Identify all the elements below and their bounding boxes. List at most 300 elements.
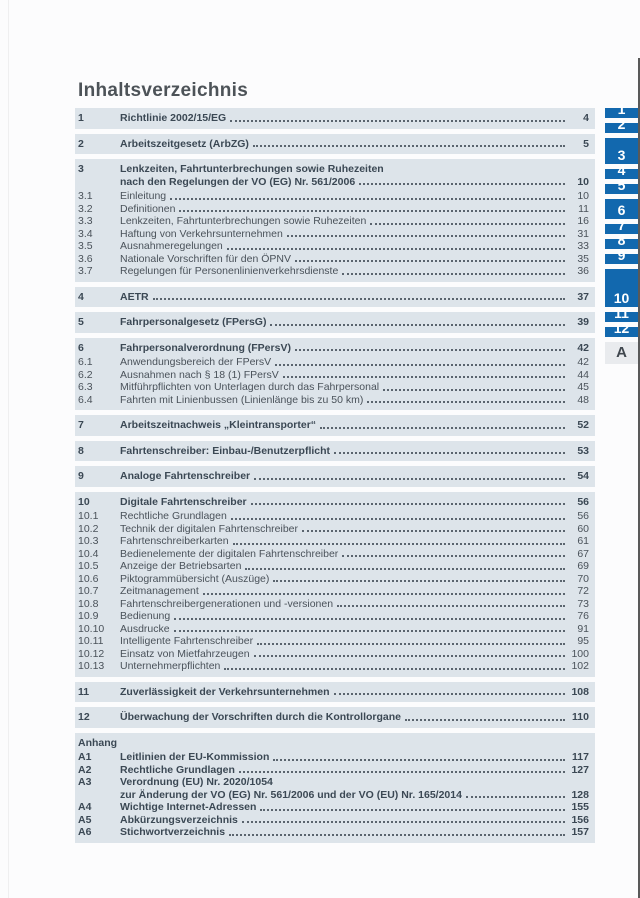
toc-entry-line [120, 316, 589, 329]
toc-entry-number: 10.13 [78, 660, 105, 672]
toc-entry-pagenumber: 37 [577, 290, 589, 303]
toc-entry-text: Rechtliche Grundlagen [120, 510, 227, 522]
dotted-leader [283, 376, 565, 378]
toc-entry-lines [120, 610, 589, 623]
chapter-tab-A [605, 342, 638, 364]
dotted-leader [170, 198, 565, 200]
dotted-leader [334, 693, 565, 695]
toc-entry-number: 6.3 [78, 381, 93, 393]
toc-entry-text: Nationale Vorschriften für den ÖPNV [120, 252, 292, 265]
toc-entry-line [120, 711, 589, 724]
toc-entry-text: Arbeitszeitgesetz (ArbZG) [120, 137, 249, 150]
toc-group-12 [75, 707, 595, 728]
toc-entry-pagenumber: 42 [577, 356, 589, 368]
toc-entry-text: Ausnahmen nach § 18 (1) FPersV [120, 368, 279, 381]
dotted-leader [229, 834, 565, 836]
dotted-leader [227, 248, 565, 250]
toc-entry-text: Haftung von Verkehrsunternehmen [120, 227, 283, 240]
toc-entry-6 [78, 342, 589, 355]
toc-entry-pagenumber: 95 [577, 635, 589, 647]
toc-entry-pagenumber: 67 [577, 547, 589, 560]
toc-entry-10.6 [78, 573, 589, 586]
toc-entry-line [120, 535, 589, 548]
dotted-leader [270, 324, 565, 326]
toc-entry-number: 12 [78, 711, 90, 723]
toc-entry-3.1 [78, 190, 589, 203]
toc-entry-number: 1 [78, 112, 84, 124]
chapter-tab-label: A [616, 344, 627, 361]
toc-entry-10.5 [78, 560, 589, 573]
dotted-leader [174, 630, 565, 632]
toc-entry-pagenumber: 54 [577, 470, 589, 482]
chapter-tab-label: 6 [617, 202, 626, 218]
dotted-leader [302, 530, 565, 532]
toc-entry-line [120, 291, 589, 304]
dotted-leader [359, 183, 565, 185]
toc-entry-line [120, 356, 589, 369]
chapter-tab-label: 11 [614, 305, 629, 321]
toc-entry-line [120, 369, 589, 382]
toc-entry-number: 3.6 [78, 252, 93, 265]
toc-entry-number: 2 [78, 137, 84, 150]
chapter-tab-label: 5 [617, 177, 626, 193]
toc-entry-pagenumber: 127 [571, 763, 589, 776]
toc-entry-pagenumber: 4 [583, 112, 589, 124]
toc-entry-text: Richtlinie 2002/15/EG [120, 112, 227, 124]
toc-entry-9 [78, 470, 589, 483]
toc-entry-8 [78, 445, 589, 458]
toc-entry-text: Definitionen [120, 202, 176, 215]
toc-entry-line [120, 814, 589, 827]
toc-entry-pagenumber: 128 [571, 788, 589, 801]
toc-entry-line [120, 751, 589, 764]
toc-entry-lines [120, 814, 589, 827]
toc-entry-10.12 [78, 648, 589, 661]
dotted-leader [405, 719, 565, 721]
dotted-leader [342, 273, 565, 275]
toc-entry-text: AETR [120, 290, 149, 303]
chapter-tab-6 [605, 199, 638, 219]
toc-entry-lines [120, 496, 589, 509]
toc-entry-line [120, 240, 589, 253]
toc-entry-line [120, 560, 589, 573]
toc-entry-lines [120, 369, 589, 382]
toc-entry-number: 10.3 [78, 535, 99, 547]
toc-entry-lines [120, 801, 589, 814]
toc-entry-line [120, 548, 589, 561]
toc-entry-10.11 [78, 635, 589, 648]
toc-entry-number: Anhang [78, 736, 118, 749]
toc-entry-number: 3.1 [78, 190, 93, 202]
toc-entry-line [120, 176, 589, 189]
toc-entry-10.13 [78, 660, 589, 673]
dotted-leader [295, 349, 565, 351]
toc-entry-A2 [78, 764, 589, 777]
toc-entry-line [120, 496, 589, 509]
toc-entry-lines [120, 764, 589, 777]
toc-entry-number: 10.1 [78, 510, 99, 522]
toc-entry-number: 10.8 [78, 597, 99, 610]
toc-entry-6.3 [78, 381, 589, 394]
toc-entry-number: 10 [78, 495, 90, 508]
toc-entry-number: 11 [78, 685, 90, 698]
toc-group-1 [75, 108, 595, 129]
toc-entry-text: Lenkzeiten, Fahrtunterbrechungen sowie Ruhezeiten [120, 215, 367, 227]
toc-entry-line [120, 228, 589, 241]
toc-entry-pagenumber: 61 [577, 535, 589, 547]
toc-entry-number: 3 [78, 163, 84, 175]
toc-entry-line [120, 394, 589, 407]
toc-group-8 [75, 441, 595, 462]
toc-entry-line [120, 445, 589, 458]
toc-entry-line [120, 585, 589, 598]
toc-entry-number: 6 [78, 341, 84, 354]
dotted-leader [254, 478, 565, 480]
toc-entry-text: zur Änderung der VO (EG) Nr. 561/2006 und der VO (EU) Nr. 165/2014 [120, 788, 462, 801]
toc-entry-lines [120, 523, 589, 536]
dotted-leader [273, 759, 565, 761]
toc-entry-A3 [78, 776, 589, 801]
dotted-leader [342, 555, 565, 557]
toc-entry-lines [120, 598, 589, 611]
toc-entry-pagenumber: 70 [577, 572, 589, 585]
toc-entry-1 [78, 112, 589, 125]
toc-entry-lines [120, 776, 589, 801]
toc-entry-text: Anwendungsbereich der FPersV [120, 356, 272, 368]
dotted-leader [383, 389, 565, 391]
toc-entry-10.9 [78, 610, 589, 623]
toc-entry-6.1 [78, 356, 589, 369]
toc-entry-line [120, 635, 589, 648]
toc-entry-lines [120, 826, 589, 839]
toc-entry-pagenumber: 42 [577, 341, 589, 354]
toc-entry-text: Bedienung [120, 610, 171, 622]
chapter-tab-2 [605, 116, 638, 133]
chapter-tab-label: 3 [617, 147, 626, 163]
dotted-leader [203, 593, 565, 595]
toc-entry-10 [78, 496, 589, 509]
dotted-leader [320, 427, 565, 429]
toc-entry-pagenumber: 52 [577, 419, 589, 431]
toc-entry-A5 [78, 814, 589, 827]
toc-entry-lines [120, 573, 589, 586]
toc-entry-line [120, 573, 589, 586]
toc-entry-6.2 [78, 369, 589, 382]
toc-entry-text: Technik der digitalen Fahrtenschreiber [120, 522, 299, 535]
toc-entry-pagenumber: 39 [577, 316, 589, 328]
toc-entry-pagenumber: 72 [577, 585, 589, 597]
toc-entry-lines [120, 648, 589, 661]
dotted-leader [224, 668, 565, 670]
toc-entry-10.2 [78, 523, 589, 536]
toc-group-2 [75, 134, 595, 155]
toc-entry-10.8 [78, 598, 589, 611]
dotted-leader [254, 655, 565, 657]
toc-entry-pagenumber: 69 [577, 560, 589, 572]
toc-entry-pagenumber: 35 [577, 252, 589, 265]
toc-entry-number: 10.6 [78, 572, 99, 585]
toc-entry-A4 [78, 801, 589, 814]
toc-entry-pagenumber: 100 [571, 647, 589, 660]
toc-group-10 [75, 492, 595, 677]
toc-entry-number: 10.7 [78, 585, 99, 597]
toc-group-11 [75, 682, 595, 703]
toc-entry-3.3 [78, 215, 589, 228]
toc-entry-number: 5 [78, 316, 84, 328]
toc-entry-lines [120, 419, 589, 432]
toc-group-5 [75, 312, 595, 333]
toc-entry-number: 7 [78, 419, 84, 431]
dotted-leader [337, 605, 565, 607]
toc-entry-lines [120, 585, 589, 598]
toc-entry-line [120, 381, 589, 394]
toc-entry-text: Ausdrucke [120, 622, 170, 635]
toc-entry-lines [120, 316, 589, 329]
toc-entry-text: Fahrtenschreibergenerationen und -versionen [120, 597, 334, 610]
chapter-tab-5 [605, 177, 638, 194]
toc-entry-12 [78, 711, 589, 724]
toc-entry-text: Rechtliche Grundlagen [120, 763, 235, 776]
page-title: Inhaltsverzeichnis [78, 80, 249, 101]
toc-entry-text: Fahrtenschreiber: Einbau-/Benutzerpflicht [120, 444, 331, 457]
toc-entry-text: nach den Regelungen der VO (EG) Nr. 561/2006 [120, 175, 356, 188]
toc-entry-4 [78, 291, 589, 304]
toc-entry-3.7 [78, 265, 589, 278]
toc-entry-pagenumber: 10 [577, 175, 589, 188]
toc-entry-number: A4 [78, 801, 92, 813]
toc-entry-3.5 [78, 240, 589, 253]
toc-entry-pagenumber: 155 [571, 801, 589, 813]
toc-entry-lines [120, 510, 589, 523]
toc-entry-lines [120, 265, 589, 278]
toc [75, 108, 595, 848]
toc-entry-number: 10.9 [78, 610, 99, 622]
toc-entry-line [120, 789, 589, 802]
toc-entry-lines [120, 203, 589, 216]
toc-entry-text: Leitlinien der EU-Kommission [120, 751, 270, 763]
toc-entry-text: Stichwortverzeichnis [120, 826, 226, 838]
dotted-leader [253, 145, 565, 147]
dotted-leader [153, 298, 565, 300]
toc-group-3 [75, 159, 595, 282]
toc-entry-10.7 [78, 585, 589, 598]
toc-entry-text: Zuverlässigkeit der Verkehrsunternehmen [120, 685, 330, 698]
toc-entry-pagenumber: 31 [577, 227, 589, 240]
toc-entry-10.4 [78, 548, 589, 561]
toc-entry-lines [120, 737, 589, 750]
toc-entry-line [120, 598, 589, 611]
toc-entry-number: 6.2 [78, 368, 93, 381]
toc-entry-text: Mitführpflichten von Unterlagen durch das Fahrpersonal [120, 381, 380, 393]
toc-entry-pagenumber: 36 [577, 265, 589, 277]
toc-entry-number: A6 [78, 826, 92, 838]
toc-entry-pagenumber: 91 [577, 622, 589, 635]
toc-entry-text: Einsatz von Mietfahrzeugen [120, 647, 250, 660]
toc-entry-number: 10.2 [78, 522, 99, 535]
toc-group-A [75, 733, 595, 843]
toc-entry-pagenumber: 56 [577, 495, 589, 508]
toc-entry-number: A2 [78, 763, 92, 776]
toc-entry-lines [120, 240, 589, 253]
toc-entry-3.2 [78, 203, 589, 216]
toc-entry-number: 10.4 [78, 547, 99, 560]
toc-entry-number: 3.2 [78, 202, 93, 215]
toc-entry-line [120, 138, 589, 151]
toc-entry-pagenumber: 10 [577, 190, 589, 202]
toc-entry-lines [120, 560, 589, 573]
toc-entry-text: Fahrten mit Linienbussen (Linienlänge bis zu 50 km) [120, 393, 364, 406]
toc-entry-pagenumber: 45 [577, 381, 589, 393]
toc-entry-lines [120, 394, 589, 407]
toc-entry-line [120, 510, 589, 523]
dotted-leader [275, 364, 565, 366]
toc-entry-2 [78, 138, 589, 151]
toc-entry-text: Fahrpersonalverordnung (FPersV) [120, 341, 291, 354]
toc-entry-text: Fahrtenschreiberkarten [120, 535, 229, 547]
chapter-tab-label: 2 [617, 116, 626, 132]
toc-entry-text: Einleitung [120, 190, 167, 202]
dotted-leader [251, 503, 565, 505]
toc-entry-lines [120, 190, 589, 203]
dotted-leader [179, 210, 565, 212]
dotted-leader [230, 120, 565, 122]
toc-entry-pagenumber: 44 [577, 368, 589, 381]
toc-entry-line [120, 265, 589, 278]
toc-entry-number: 6.1 [78, 356, 93, 368]
toc-entry-A1 [78, 751, 589, 764]
chapter-tab-label: 7 [617, 217, 626, 233]
toc-entry-pagenumber: 33 [577, 240, 589, 252]
toc-entry-lines [120, 470, 589, 483]
dotted-leader [257, 643, 565, 645]
toc-entry-line [120, 470, 589, 483]
toc-entry-line: Lenkzeiten, Fahrtunterbrechungen sowie Ruhezeiten [120, 163, 384, 175]
dotted-leader [273, 580, 565, 582]
toc-entry-text: Überwachung der Vorschriften durch die Kontrollorgane [120, 711, 402, 723]
toc-entry-pagenumber: 48 [577, 393, 589, 406]
toc-entry-text: Wichtige Internet-Adressen [120, 801, 257, 813]
toc-entry-text: Regelungen für Personenlinienverkehrsdienste [120, 265, 339, 277]
dotted-leader [466, 796, 565, 798]
toc-entry-lines [120, 356, 589, 369]
toc-entry-5 [78, 316, 589, 329]
dotted-leader [334, 452, 565, 454]
toc-entry-text: Anzeige der Betriebsarten [120, 560, 242, 572]
toc-entry-number: 6.4 [78, 393, 93, 406]
toc-entry-number: A5 [78, 813, 92, 826]
toc-entry-number: 10.12 [78, 647, 105, 660]
dotted-leader [287, 235, 565, 237]
toc-entry-number: 10.11 [78, 635, 104, 647]
dotted-leader [242, 821, 565, 823]
toc-entry-10.10 [78, 623, 589, 636]
dotted-leader [370, 223, 565, 225]
toc-entry-line [120, 253, 589, 266]
toc-entry-7 [78, 419, 589, 432]
toc-entry-line [120, 419, 589, 432]
toc-entry-A6 [78, 826, 589, 839]
toc-entry-11 [78, 686, 589, 699]
toc-entry-pagenumber: 117 [572, 751, 589, 763]
dotted-leader [295, 260, 565, 262]
toc-entry-pagenumber: 73 [577, 597, 589, 610]
toc-entry-lines [120, 635, 589, 648]
toc-entry-10.3 [78, 535, 589, 548]
toc-entry-lines [120, 253, 589, 266]
toc-entry-lines [120, 138, 589, 151]
toc-entry-line [120, 623, 589, 636]
toc-entry-line: Verordnung (EU) Nr. 2020/1054 [120, 776, 273, 788]
toc-entry-lines [120, 291, 589, 304]
toc-entry-text: Ausnahmeregelungen [120, 240, 223, 252]
toc-entry-pagenumber: 56 [577, 510, 589, 522]
toc-entry-text: Piktogrammübersicht (Auszüge) [120, 572, 270, 585]
toc-entry-10.1 [78, 510, 589, 523]
scan-left-edge [8, 0, 9, 898]
chapter-tab-9 [605, 247, 638, 264]
toc-entry-6.4 [78, 394, 589, 407]
chapter-tab-10 [605, 269, 638, 307]
toc-entry-pagenumber: 16 [577, 215, 589, 227]
toc-entry-number: 10.5 [78, 560, 99, 572]
toc-entry-text: Analoge Fahrtenschreiber [120, 470, 251, 482]
chapter-tab-label: 8 [617, 232, 626, 248]
toc-entry-text: Bedienelemente der digitalen Fahrtenschreiber [120, 547, 339, 560]
toc-entry-text: Intelligente Fahrtenschreiber [120, 635, 254, 647]
toc-entry-pagenumber: 60 [577, 522, 589, 535]
dotted-leader [260, 809, 565, 811]
toc-entry-lines [120, 342, 589, 355]
dotted-leader [231, 518, 565, 520]
toc-entry-line [120, 801, 589, 814]
toc-entry-line [120, 523, 589, 536]
toc-entry-line [120, 660, 589, 673]
toc-entry-pagenumber: 11 [578, 202, 589, 215]
toc-entry-line [120, 648, 589, 661]
toc-entry-number: 8 [78, 444, 84, 457]
dotted-leader [233, 543, 565, 545]
toc-entry-pagenumber: 110 [572, 711, 589, 723]
dotted-leader [174, 618, 565, 620]
toc-entry-line [120, 215, 589, 228]
toc-entry-text: Unternehmerpflichten [120, 660, 221, 672]
toc-entry-number: 3.5 [78, 240, 93, 252]
toc-entry-lines [120, 381, 589, 394]
toc-entry-pagenumber: 5 [583, 137, 589, 150]
toc-entry-3.4 [78, 228, 589, 241]
toc-entry-text: Fahrpersonalgesetz (FPersG) [120, 316, 267, 328]
toc-entry-line [120, 112, 589, 125]
dotted-leader [239, 771, 565, 773]
toc-entry-3.6 [78, 253, 589, 266]
toc-entry-line [120, 764, 589, 777]
toc-group-7 [75, 415, 595, 436]
toc-entry-text: Abkürzungsverzeichnis [120, 813, 238, 826]
toc-entry-pagenumber: 102 [571, 660, 589, 672]
toc-entry-lines [120, 686, 589, 699]
chapter-tab-label: 1 [617, 101, 626, 117]
toc-entry-number: 3.4 [78, 227, 93, 240]
chapter-tab-label: 12 [613, 320, 630, 336]
toc-entry-lines [120, 548, 589, 561]
toc-entry-number: A3 [78, 776, 92, 788]
toc-entry-pagenumber: 156 [571, 813, 589, 826]
chapter-tab-label: 9 [617, 247, 626, 263]
toc-entry-text: Arbeitszeitnachweis „Kleintransporter“ [120, 419, 317, 431]
chapter-tab-3 [605, 138, 638, 164]
toc-entry-number: 9 [78, 470, 84, 482]
chapter-tab-label: 4 [617, 162, 626, 178]
